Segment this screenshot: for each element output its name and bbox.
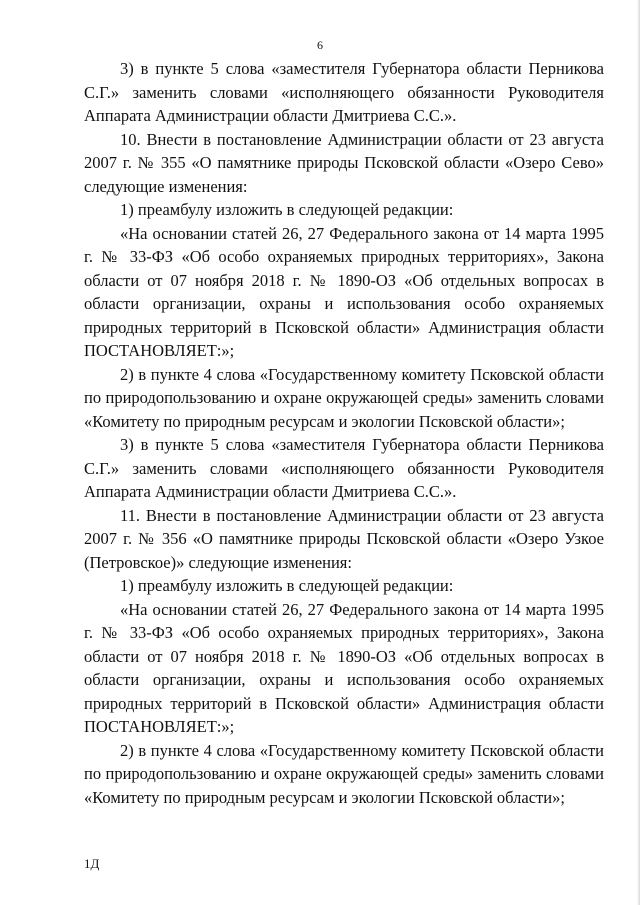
paragraph-11-preamble: «На основании статей 26, 27 Федерального закона от 14 марта 1995 г. № 33-ФЗ «Об особо охраняемых природных территориях», Закона области от 07 ноября 2018 г. № 1890-ОЗ «Об отдельных вопросах в области организации, охраны и использования особо охраняемых природных территорий в Псковской области» Администрация области ПОСТАНОВЛЯЕТ:»; (84, 599, 604, 736)
footer-code: 1Д (84, 856, 100, 871)
paragraph-11-intro: 11. Внести в постановление Администрации области от 23 августа 2007 г. № 356 «О памятнике природы Псковской области «Озеро Узкое (Петровское)» следующие изменения: (84, 505, 604, 572)
paragraph-11-item-1: 1) преамбулу изложить в следующей редакции: (120, 576, 454, 595)
document-body (84, 57, 604, 809)
paragraph-10-item-2: 2) в пункте 4 слова «Государственному комитету Псковской области по природопользованию и охране окружающей среды» заменить словами «Комитету по природным ресурсам и экологии Псковской области»; (84, 364, 604, 431)
paragraph-10-item-1: 1) преамбулу изложить в следующей редакции: (120, 200, 454, 219)
paragraph-10-intro: 10. Внести в постановление Администрации области от 23 августа 2007 г. № 355 «О памятнике природы Псковской области «Озеро Сево» следующие изменения: (84, 129, 604, 196)
paragraph-10-preamble: «На основании статей 26, 27 Федерального закона от 14 марта 1995 г. № 33-ФЗ «Об особо охраняемых природных территориях», Закона области от 07 ноября 2018 г. № 1890-ОЗ «Об отдельных вопросах в области организации, охраны и использования особо охраняемых природных территорий в Псковской области» Администрация области ПОСТАНОВЛЯЕТ:»; (84, 223, 604, 360)
page-number: 6 (317, 38, 323, 52)
paragraph-9-item-3: 3) в пункте 5 слова «заместителя Губернатора области Перникова С.Г.» заменить словами «исполняющего обязанности Руководителя Аппарата Администрации области Дмитриева С.С.». (84, 59, 604, 125)
paragraph-11-item-2: 2) в пункте 4 слова «Государственному комитету Псковской области по природопользованию и охране окружающей среды» заменить словами «Комитету по природным ресурсам и экологии Псковской области»; (84, 740, 604, 807)
paragraph-10-item-3: 3) в пункте 5 слова «заместителя Губернатора области Перникова С.Г.» заменить словами «исполняющего обязанности Руководителя Аппарата Администрации области Дмитриева С.С.». (84, 435, 604, 501)
